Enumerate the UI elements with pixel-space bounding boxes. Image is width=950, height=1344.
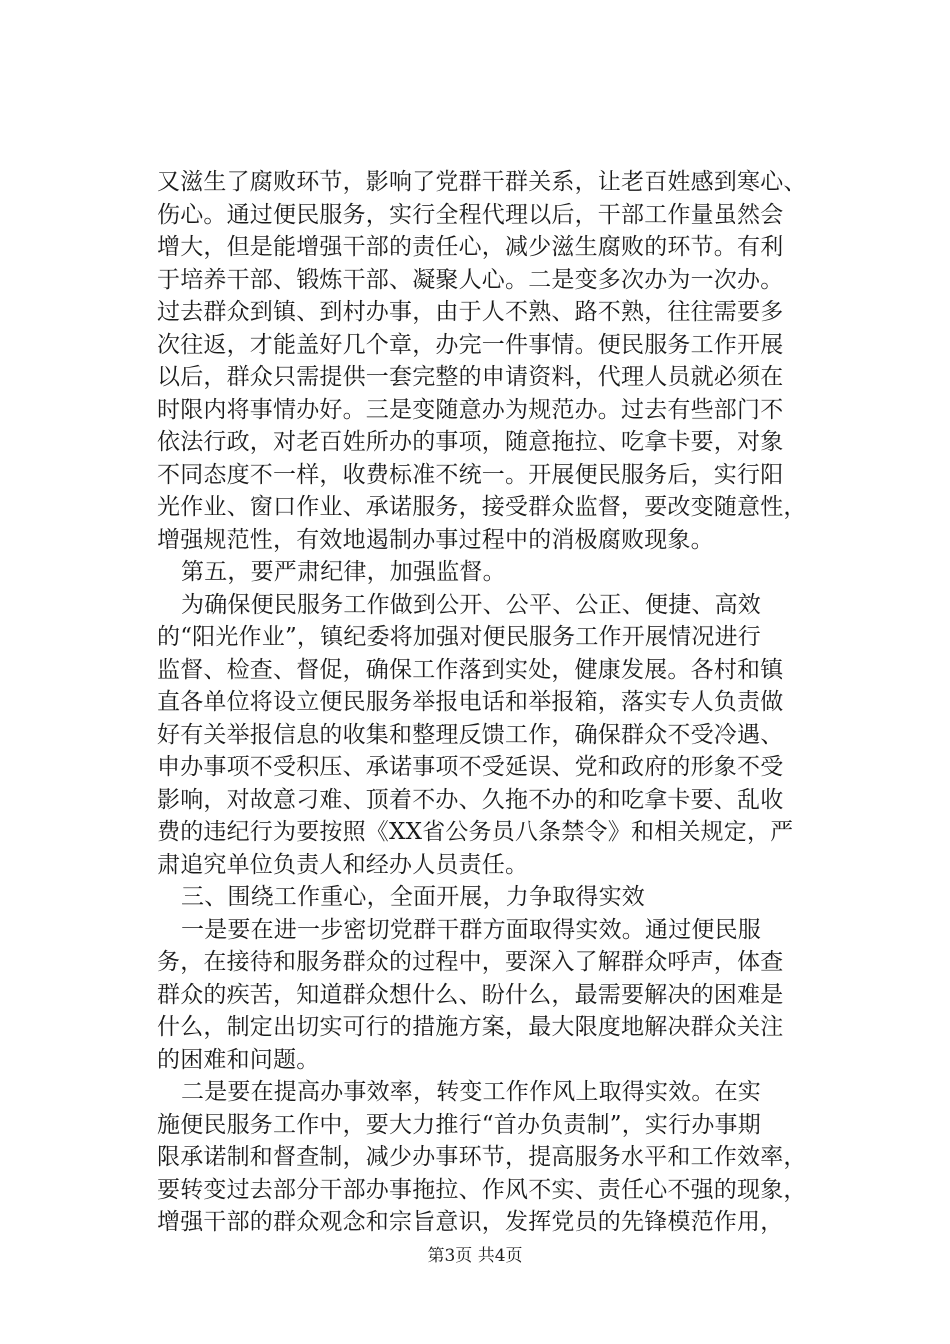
section-heading: 三、围绕工作重心，全面开展，力争取得实效 <box>181 884 645 910</box>
text-line: 又滋生了腐败环节，影响了党群干群关系，让老百姓感到寒心、 <box>157 169 807 195</box>
document-body <box>157 166 807 1239</box>
text-line: 群众的疾苦，知道群众想什么、盼什么，最需要解决的困难是 <box>157 981 784 1008</box>
text-line: 为确保便民服务工作做到公开、公平、公正、便捷、高效 <box>181 591 761 618</box>
page-number-footer: 第3页 共4页 <box>427 1246 523 1266</box>
text-line: 二是要在提高办事效率，转变工作作风上取得实效。在实 <box>181 1079 761 1105</box>
text-line: 什么，制定出切实可行的措施方案，最大限度地解决群众关注 <box>157 1014 784 1040</box>
text-line: 费的违纪行为要按照《XX省公务员八条禁令》和相关规定，严 <box>157 819 794 845</box>
text-line: 光作业、窗口作业、承诺服务，接受群众监督，要改变随意性， <box>157 494 807 520</box>
text-line: 次往返，才能盖好几个章，办完一件事情。便民服务工作开展 <box>157 331 784 358</box>
text-line: 依法行政，对老百姓所办的事项，随意拖拉、吃拿卡要，对象 <box>157 429 784 455</box>
text-line: 时限内将事情办好。三是变随意办为规范办。过去有些部门不 <box>157 396 784 423</box>
text-line: 影响，对故意刁难、顶着不办、久拖不办的和吃拿卡要、乱收 <box>157 786 784 813</box>
text-line: 限承诺制和督查制，减少办事环节，提高服务水平和工作效率， <box>157 1144 807 1170</box>
text-line: 增大，但是能增强干部的责任心，减少滋生腐败的环节。有利 <box>157 234 784 260</box>
text-line: 要转变过去部分干部办事拖拉、作风不实、责任心不强的现象， <box>157 1176 807 1203</box>
text-line: 务，在接待和服务群众的过程中，要深入了解群众呼声，体查 <box>157 949 784 975</box>
text-line: 肃追究单位负责人和经办人员责任。 <box>157 851 529 878</box>
text-line: 增强规范性，有效地遏制办事过程中的消极腐败现象。 <box>157 526 714 553</box>
text-line: 以后，群众只需提供一套完整的申请资料，代理人员就必须在 <box>157 364 784 390</box>
text-line: 监督、检查、督促，确保工作落到实处，健康发展。各村和镇 <box>157 656 784 683</box>
text-line: 申办事项不受积压、承诺事项不受延误、党和政府的形象不受 <box>157 754 784 780</box>
text-line: 的困难和问题。 <box>157 1046 320 1073</box>
text-line: 的“阳光作业”，镇纪委将加强对便民服务工作开展情况进行 <box>157 624 761 650</box>
text-line: 增强干部的群众观念和宗旨意识，发挥党员的先锋模范作用， <box>157 1209 784 1235</box>
text-line: 伤心。通过便民服务，实行全程代理以后，干部工作量虽然会 <box>157 201 784 228</box>
text-line: 好有关举报信息的收集和整理反馈工作，确保群众不受冷遇、 <box>157 721 784 748</box>
text-line: 不同态度不一样，收费标准不统一。开展便民服务后，实行阳 <box>157 461 784 488</box>
text-line: 一是要在进一步密切党群干群方面取得实效。通过便民服 <box>181 916 761 943</box>
text-line: 施便民服务工作中，要大力推行“首办负责制”，实行办事期 <box>157 1111 761 1138</box>
text-line: 于培养干部、锻炼干部、凝聚人心。二是变多次办为一次办。 <box>157 266 784 293</box>
text-line: 直各单位将设立便民服务举报电话和举报箱，落实专人负责做 <box>157 689 784 715</box>
text-line: 过去群众到镇、到村办事，由于人不熟、路不熟，往往需要多 <box>157 299 784 325</box>
section-heading: 第五，要严肃纪律，加强监督。 <box>181 559 506 585</box>
